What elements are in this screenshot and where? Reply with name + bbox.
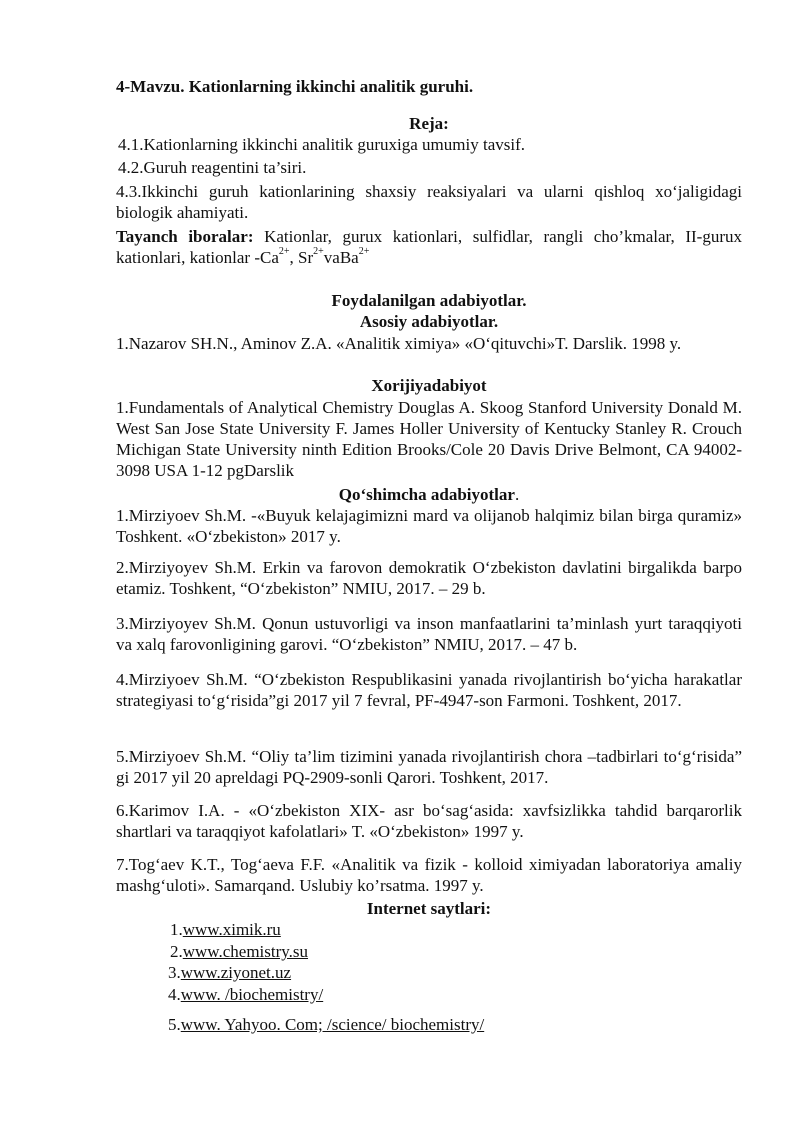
keywords-paragraph (116, 226, 742, 268)
internet-item (170, 919, 281, 940)
website-link[interactable]: www.ximik.ru (182, 920, 281, 939)
extra-literature-item: 1.Mirziyoev Sh.M. -«Buyuk kelajagimizni mard va olijanob halqimiz bilan birga quramiz» Toshkent. «O‘zbekiston» 2017 y. (116, 506, 742, 546)
charge-sup: 2+ (358, 246, 370, 258)
item-number: 2. (170, 942, 183, 961)
website-link[interactable]: www. /biochemistry/ (180, 985, 324, 1004)
item-number: 1. (170, 920, 183, 939)
literature-heading: Foydalanilgan adabiyotlar. (331, 291, 527, 310)
keywords-text: vaBa (323, 248, 359, 267)
item-number: 4. (168, 985, 181, 1004)
foreign-literature-heading: Xorijiyadabiyot (371, 376, 487, 395)
charge-sup: 2+ (278, 246, 290, 258)
foreign-literature-item: 1.Fundamentals of Analytical Chemistry Douglas A. Skoog Stanford University Donald M. West San Jose State University F. James Holler University of Kentucky Stanley R. Crouch Michigan State University ninth Edition Brooks/Cole 20 Davis Drive Belmont, CA 94002-3098 USA 1-12 pgDarslik (116, 398, 742, 480)
keywords-text: , Sr (289, 248, 314, 267)
plan-item: 4.2.Guruh reagentini ta’siri. (118, 158, 307, 177)
extra-literature-item: 6.Karimov I.A. - «O‘zbekiston XIX- asr bo‘sag‘asida: xavfsizlikka tahdid barqarorlik shartlari va taraqqiyot kafolatlari» T. «O‘zbekiston» 1997 y. (116, 801, 742, 841)
item-number: 5. (168, 1015, 181, 1034)
extra-literature-item: 7.Tog‘aev K.T., Tog‘aeva F.F. «Analitik va fizik - kolloid ximiyadan laboratoriya amaliy mashg‘uloti». Samarqand. Uslubiy ko’rsatma. 1997 y. (116, 855, 742, 895)
plan-heading: Reja: (409, 114, 449, 133)
plan-item: 4.1.Kationlarning ikkinchi analitik guruxiga umumiy tavsif. (118, 135, 525, 154)
internet-item (168, 984, 323, 1005)
extra-literature-item: 5.Mirziyoev Sh.M. “Oliy ta’lim tizimini yanada rivojlantirish chora –tadbirlari to‘g‘risida” gi 2017 yil 20 apreldagi PQ-2909-sonli Qarori. Toshkent, 2017. (116, 747, 742, 787)
internet-heading: Internet saytlari: (366, 899, 492, 918)
extra-literature-item: 4.Mirziyoev Sh.M. “O‘zbekiston Respublikasini yanada rivojlantirish bo‘yicha harakatlar strategiyasi to‘g‘risida”gi 2017 yil 7 fevral, PF-4947-son Farmoni. Toshkent, 2017. (116, 670, 742, 710)
extra-literature-heading-row (116, 484, 742, 505)
extra-literature-item: 3.Mirziyoyev Sh.M. Qonun ustuvorligi va inson manfaatlarini ta’minlash yurt taraqqiyoti va xalq farovonligining garovi. “O‘zbekiston” NMIU, 2017. – 47 b. (116, 614, 742, 654)
internet-item (170, 941, 308, 962)
website-link[interactable]: www.ziyonet.uz (180, 963, 292, 982)
main-literature-heading: Asosiy adabiyotlar. (359, 312, 499, 331)
page-title: 4-Mavzu. Kationlarning ikkinchi analitik guruhi. (116, 77, 474, 96)
main-literature-item: 1.Nazarov SH.N., Aminov Z.A. «Analitik ximiya» «O‘qituvchi»T. Darslik. 1998 y. (116, 334, 682, 353)
extra-literature-heading-tail: . (514, 485, 520, 504)
internet-item (168, 962, 291, 983)
internet-item (168, 1014, 484, 1035)
charge-sup: 2+ (313, 246, 324, 258)
keywords-text: Kationlar, gurux kationlari, sulfidlar, rangli cho’kmalar, II-gurux kationlari, kationlar -Ca (116, 227, 742, 267)
website-link[interactable]: www. Yahyoo. Com; /science/ biochemistry/ (180, 1015, 485, 1034)
keywords-label: Tayanch iboralar: (116, 227, 254, 246)
extra-literature-item: 2.Mirziyoyev Sh.M. Erkin va farovon demokratik O‘zbekiston davlatini birgalikda barpo etamiz. Toshkent, “O‘zbekiston” NMIU, 2017. – 29 b. (116, 558, 742, 598)
extra-literature-heading: Qo‘shimcha adabiyotlar (338, 485, 515, 504)
plan-item: 4.3.Ikkinchi guruh kationlarining shaxsiy reaksiyalari va ularni qishloq xo‘jaligidagi biologik ahamiyati. (116, 182, 742, 222)
website-link[interactable]: www.chemistry.su (182, 942, 309, 961)
item-number: 3. (168, 963, 181, 982)
